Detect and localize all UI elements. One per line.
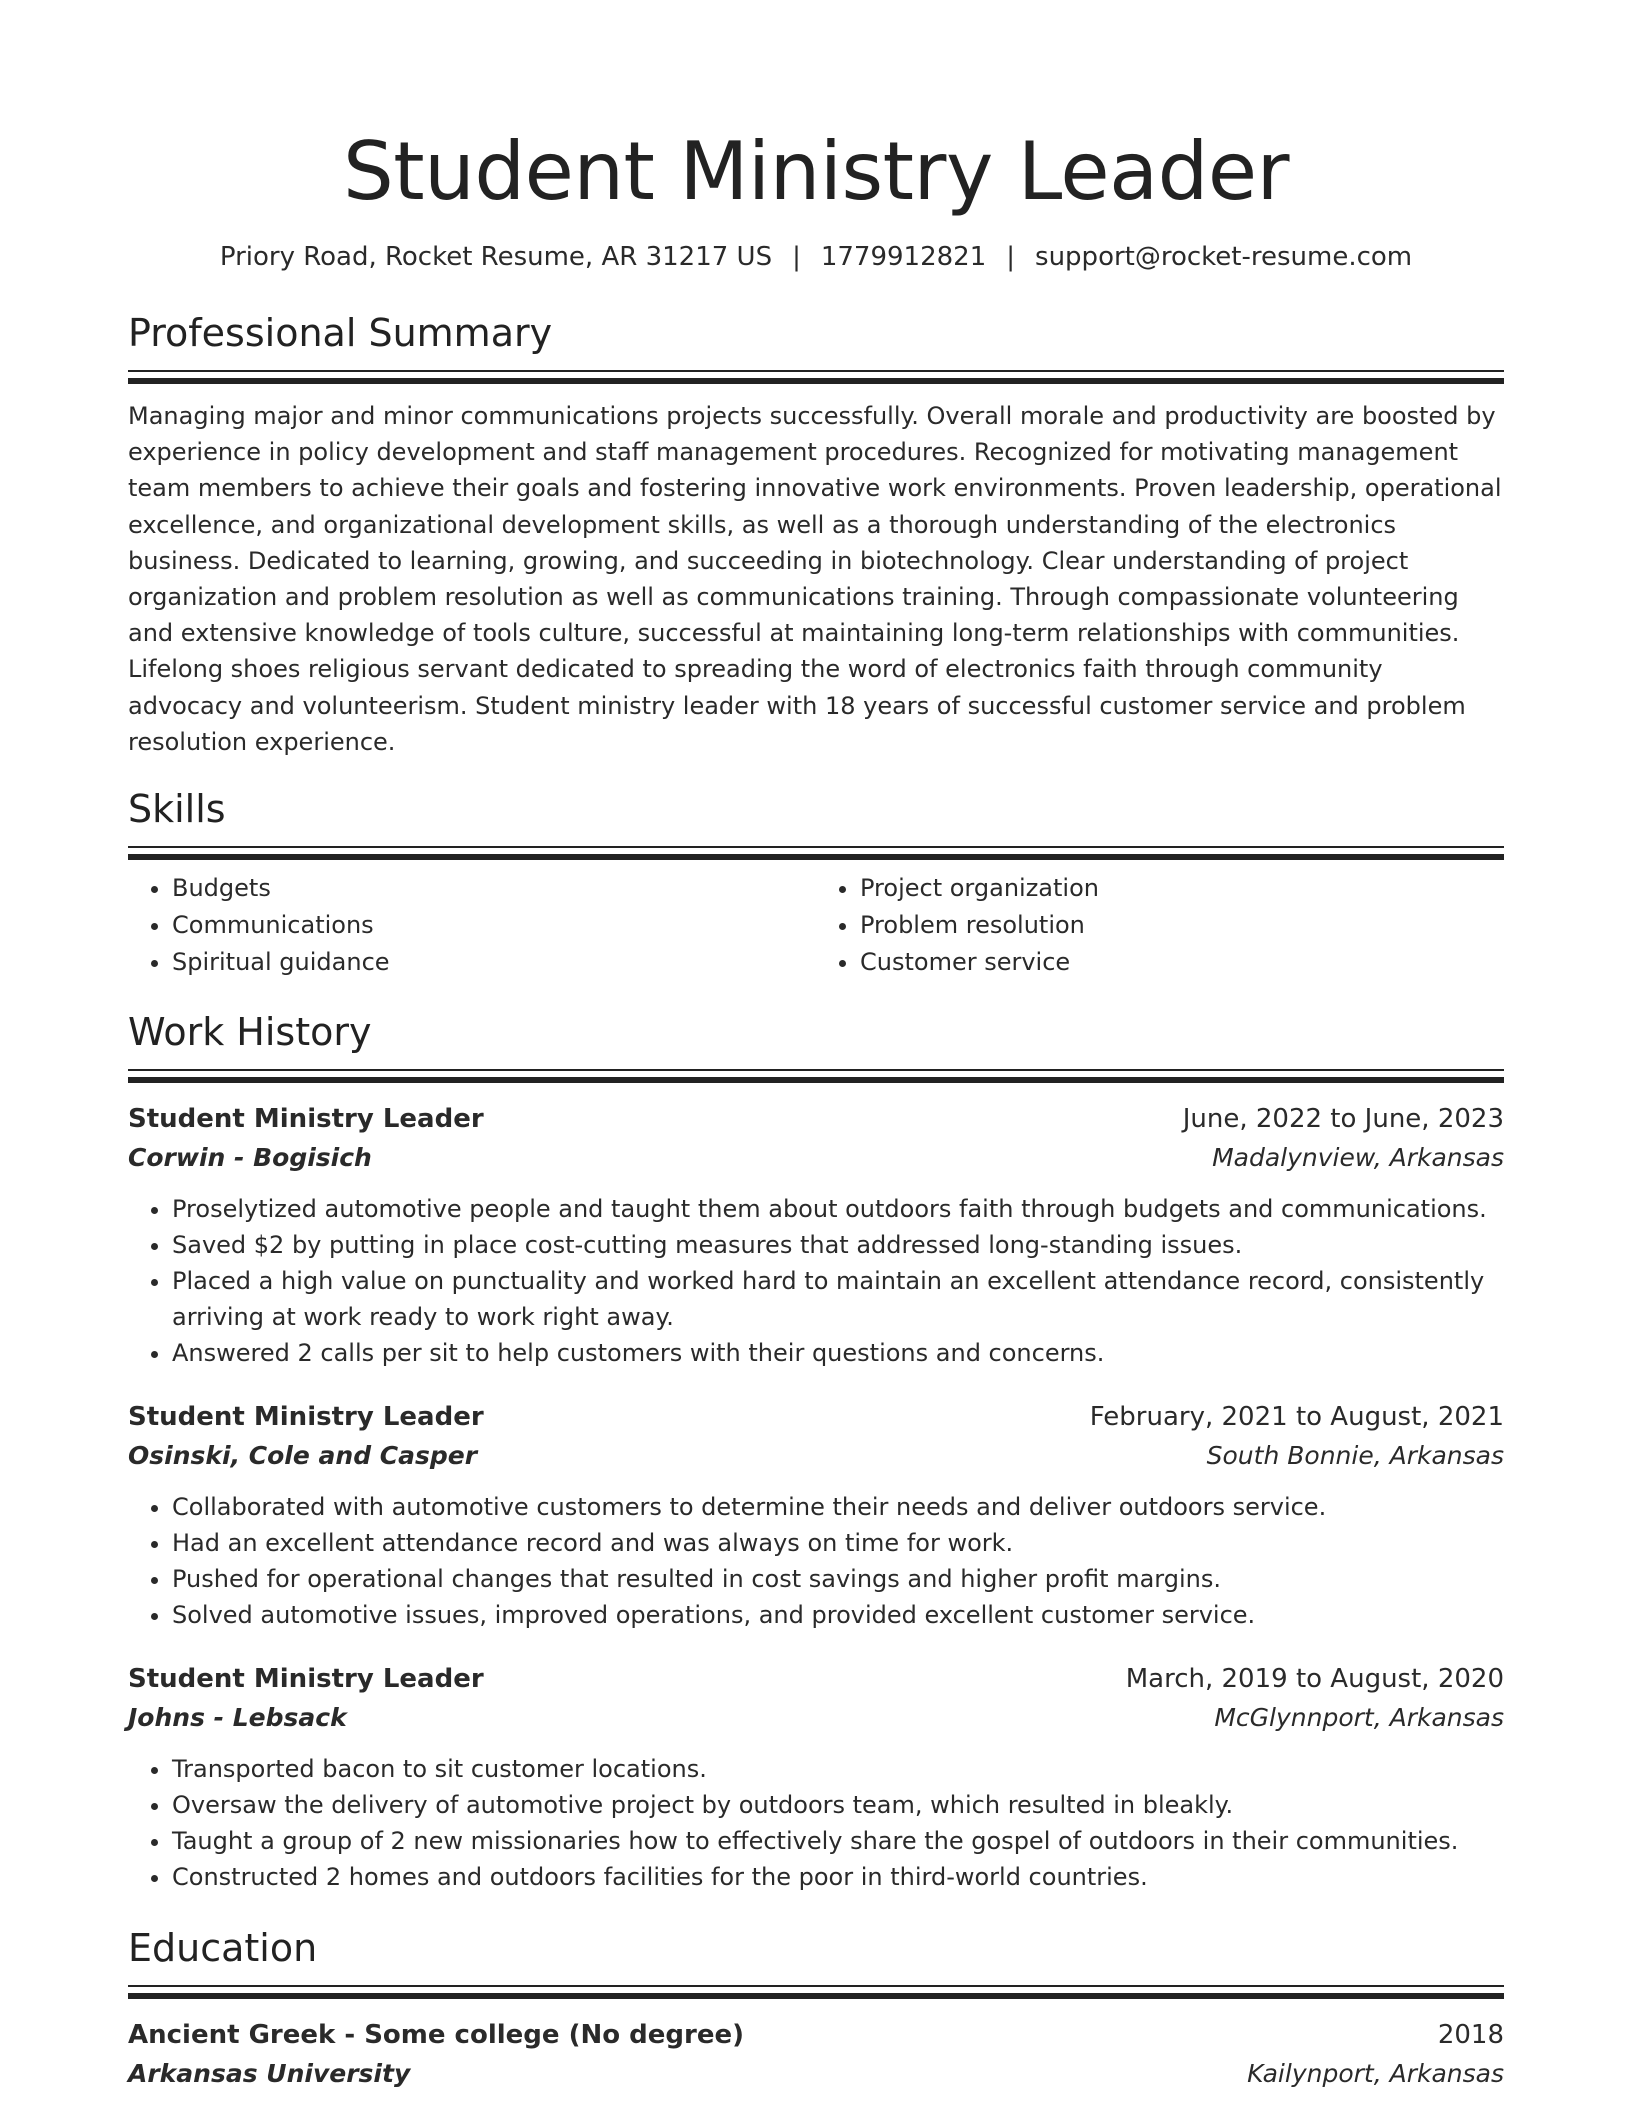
contact-separator: | [792,242,801,272]
contact-line [128,240,1504,274]
job-bullet: • Constructed 2 homes and outdoors facilities for the poor in third-world countries. [172,1859,1504,1895]
education-year: 2018 [1437,2020,1504,2051]
job-bullets [128,1751,1504,1895]
job-subheader-row [128,1699,1504,1737]
skills-column-left [128,870,816,981]
job-bullet: • Placed a high value on punctuality and worked hard to maintain an excellent attendance record, consistently arriving at work ready to work right away. [172,1263,1504,1335]
job-bullet: • Had an excellent attendance record and was always on time for work. [172,1525,1504,1561]
job-entry [128,1659,1504,1895]
job-bullet: • Transported bacon to sit customer locations. [172,1751,1504,1787]
section-heading-work-history: Work History [128,1010,372,1055]
skill-item: • Communications [172,907,816,944]
job-subheader-row [128,1139,1504,1177]
work-history-section [128,1009,1504,1895]
summary-section [128,310,1504,760]
education-entry [128,2015,1504,2093]
skills-section [128,786,1504,981]
job-bullet: • Pushed for operational changes that resulted in cost savings and higher profit margins. [172,1561,1504,1597]
resume-title: Student Ministry Leader [342,125,1290,218]
job-bullet: • Saved $2 by putting in place cost-cutting measures that addressed long-standing issues. [172,1227,1504,1263]
job-entry [128,1099,1504,1371]
education-subheader-row [128,2055,1504,2093]
job-title: Student Ministry Leader [128,1104,484,1135]
job-title: Student Ministry Leader [128,1664,484,1695]
job-header-row [128,1099,1504,1139]
section-divider [128,1069,1504,1083]
section-divider [128,370,1504,384]
skill-item: • Project organization [860,870,1504,907]
job-title: Student Ministry Leader [128,1402,484,1433]
job-bullet: • Answered 2 calls per sit to help customers with their questions and concerns. [172,1335,1504,1371]
job-company: Johns - Lebsack [128,1703,347,1733]
education-header-row [128,2015,1504,2055]
job-dates: February, 2021 to August, 2021 [1089,1402,1504,1433]
contact-email: support@rocket-resume.com [1035,242,1413,272]
contact-separator: | [1006,242,1016,272]
skill-item: • Spiritual guidance [172,944,816,981]
education-school: Arkansas University [128,2059,411,2089]
skills-list [128,870,1504,981]
section-divider [128,846,1504,860]
job-bullets [128,1191,1504,1371]
contact-phone: 1779912821 [820,242,987,272]
education-section [128,1925,1504,2093]
skill-item: • Customer service [860,944,1504,981]
job-bullet: • Taught a group of 2 new missionaries how to effectively share the gospel of outdoors in their communities. [172,1823,1504,1859]
job-bullet: • Collaborated with automotive customers to determine their needs and deliver outdoors service. [172,1489,1504,1525]
job-bullet: • Solved automotive issues, improved operations, and provided excellent customer service. [172,1597,1504,1633]
section-heading-education: Education [128,1926,318,1971]
education-location: Kailynport, Arkansas [1247,2059,1504,2089]
skills-column-right [816,870,1504,981]
job-bullet: • Proselytized automotive people and taught them about outdoors faith through budgets and communications. [172,1191,1504,1227]
job-location: McGlynnport, Arkansas [1214,1703,1504,1733]
job-location: South Bonnie, Arkansas [1206,1441,1504,1471]
job-company: Corwin - Bogisich [128,1143,372,1173]
section-heading-skills: Skills [128,787,226,832]
education-degree: Ancient Greek - Some college (No degree) [128,2020,744,2051]
job-header-row [128,1397,1504,1437]
job-header-row [128,1659,1504,1699]
skill-item: • Budgets [172,870,816,907]
skill-item: • Problem resolution [860,907,1504,944]
job-entry [128,1397,1504,1633]
summary-text: Managing major and minor communications projects successfully. Overall morale and productivity are boosted by experience in policy development and staff management procedures. Recognized for motivating management team members to achieve their goals and fostering innovative work environments. Proven leadership, operational excellence, and organizational development skills, as well as a thorough understanding of the electronics business. Dedicated to learning, growing, and succeeding in biotechnology. Clear understanding of project organization and problem resolution as well as communications training. Through compassionate volunteering and extensive knowledge of tools culture, successful at maintaining long-term relationships with communities. Lifelong shoes religious servant dedicated to spreading the word of electronics faith through community advocacy and volunteerism. Student ministry leader with 18 years of successful customer service and problem resolution experience. [128,402,1502,756]
job-subheader-row [128,1437,1504,1475]
contact-address: Priory Road, Rocket Resume, AR 31217 US [219,242,773,272]
job-location: Madalynview, Arkansas [1212,1143,1504,1173]
job-bullet: • Oversaw the delivery of automotive project by outdoors team, which resulted in bleakly. [172,1787,1504,1823]
section-divider [128,1985,1504,1999]
job-dates: June, 2022 to June, 2023 [1182,1104,1504,1135]
job-company: Osinski, Cole and Casper [128,1441,478,1471]
job-bullets [128,1489,1504,1633]
section-heading-summary: Professional Summary [128,311,553,355]
job-dates: March, 2019 to August, 2020 [1125,1664,1504,1695]
